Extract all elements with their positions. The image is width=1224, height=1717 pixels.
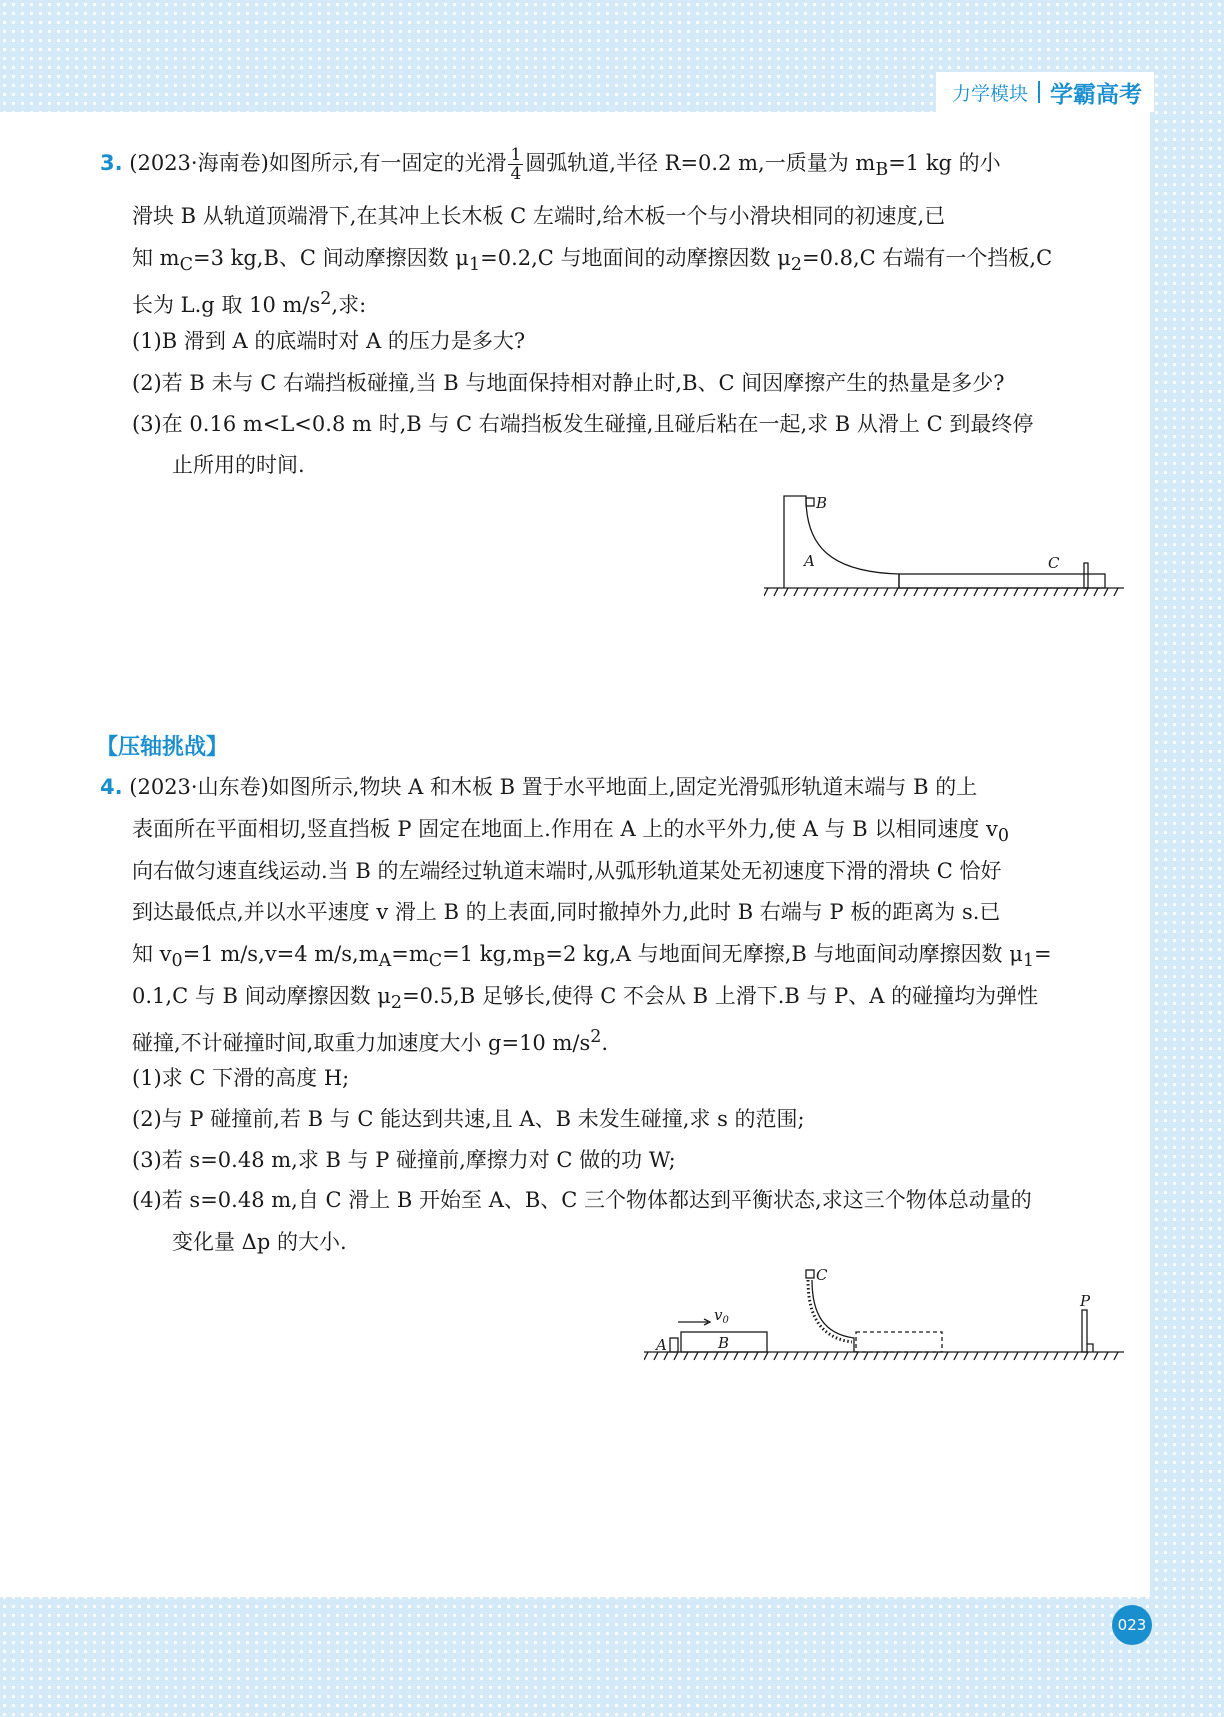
- q4-number: 4.: [100, 775, 123, 799]
- q4-line-6: [132, 982, 1038, 1017]
- q4-text-2a: 表面所在平面相切,竖直挡板 P 固定在地面上.作用在 A 上的水平外力,使 A 与 B 以相同速度 v: [132, 817, 998, 841]
- q3-sub-C: C: [179, 255, 193, 276]
- q4-plate-P-base: [1087, 1344, 1093, 1352]
- q4-label-A: A: [656, 1336, 667, 1354]
- q4-text-6b: =0.5,B 足够长,使得 C 不会从 B 上滑下.B 与 P、A 的碰撞均为弹性: [402, 984, 1039, 1008]
- q4-board-B-dashed: [856, 1332, 942, 1352]
- q4-sub-question-2: (2)与 P 碰撞前,若 B 与 C 能达到共速,且 A、B 未发生碰撞,求 s 的范围;: [132, 1107, 805, 1131]
- q3-frac-num: 1: [510, 145, 522, 165]
- q4-sub-mu2: 2: [390, 993, 403, 1014]
- q4-sub-mu1: 1: [1022, 951, 1034, 972]
- q4-sub-question-4b: 变化量 Δp 的大小.: [172, 1230, 347, 1254]
- q4-line-3: 向右做匀速直线运动.当 B 的左端经过轨道末端时,从弧形轨道某处无初速度下滑的滑块 C 恰好: [132, 859, 1002, 883]
- q4-label-P: P: [1080, 1292, 1091, 1310]
- q4-text-6a: 0.1,C 与 B 间动摩擦因数 μ: [132, 984, 391, 1008]
- q4-text-1: (2023·山东卷)如图所示,物块 A 和木板 B 置于水平地面上,固定光滑弧形轨道末端与 B 的上: [129, 775, 978, 799]
- q4-text-5a: 知 v: [132, 942, 172, 966]
- q4-sup-2: 2: [590, 1027, 602, 1047]
- q4-line-4: 到达最低点,并以水平速度 v 滑上 B 的上表面,同时撤掉外力,此时 B 右端与 P 板的距离为 s.已: [132, 900, 1001, 924]
- q3-sub-question-2: (2)若 B 未与 C 右端挡板碰撞,当 B 与地面保持相对静止时,B、C 间因摩擦产生的热量是多少?: [132, 371, 1005, 395]
- q4-text-7a: 碰撞,不计碰撞时间,取重力加速度大小 g=10 m/s: [132, 1031, 591, 1055]
- q4-text-5c: =m: [391, 942, 429, 966]
- q3-label-A: A: [804, 552, 815, 570]
- q4-text-5b: =1 m/s,v=4 m/s,m: [182, 942, 379, 966]
- header-divider: [1038, 81, 1040, 103]
- q3-figure: [764, 490, 1124, 600]
- q3-label-B: B: [816, 494, 828, 512]
- q3-text-3a: 知 m: [132, 246, 180, 270]
- section-title: 【压轴挑战】: [96, 735, 229, 760]
- q4-label-C: C: [816, 1268, 828, 1284]
- q4-line-1: [100, 773, 977, 801]
- q3-text-1a: (2023·海南卷)如图所示,有一固定的光滑: [129, 151, 507, 175]
- q4-sub-0: 0: [997, 826, 1009, 847]
- q3-block-B: [806, 498, 814, 506]
- q3-number: 3.: [100, 151, 123, 175]
- q3-line-4: [132, 285, 366, 319]
- q4-text-5e: =2 kg,A 与地面间无摩擦,B 与地面间动摩擦因数 μ: [545, 942, 1023, 966]
- q4-figure: [644, 1268, 1124, 1364]
- q4-text-7b: .: [601, 1031, 609, 1055]
- q3-stop-plate: [1084, 563, 1088, 588]
- header-brand: 学霸高考: [1050, 81, 1142, 108]
- q4-arc-track-hatch: [808, 1280, 852, 1342]
- q4-sub-question-1: (1)求 C 下滑的高度 H;: [132, 1066, 350, 1090]
- q3-sub-question-3b: 止所用的时间.: [172, 453, 305, 477]
- q3-sub-B: B: [875, 160, 889, 181]
- header-module: 力学模块: [951, 82, 1028, 105]
- q4-text-5f: =: [1033, 942, 1052, 966]
- q4-label-v0: [714, 1306, 729, 1326]
- q4-label-v-sub: 0: [722, 1315, 729, 1326]
- q4-label-v: v: [714, 1306, 723, 1324]
- q3-label-C: C: [1048, 554, 1060, 572]
- q3-text-4b: ,求:: [331, 293, 367, 317]
- q3-text-4a: 长为 L.g 取 10 m/s: [132, 293, 321, 317]
- q3-text-1b: 圆弧轨道,半径 R=0.2 m,一质量为 m: [525, 151, 876, 175]
- q3-fraction: [508, 146, 523, 183]
- q3-line-3: [132, 244, 1052, 279]
- header-tab: [936, 72, 1154, 112]
- q3-sub-1: 1: [468, 255, 481, 276]
- q3-sub-question-1: (1)B 滑到 A 的底端时对 A 的压力是多大?: [132, 329, 526, 353]
- q4-line-2: [132, 815, 1009, 850]
- q4-plate-P: [1082, 1310, 1087, 1352]
- q4-block-A: [670, 1338, 678, 1352]
- q4-text-5d: =1 kg,m: [442, 942, 533, 966]
- q3-sup-2: 2: [320, 289, 332, 309]
- q4-sub-question-4a: (4)若 s=0.48 m,自 C 滑上 B 开始至 A、B、C 三个物体都达到平衡状态,求这三个物体总动量的: [132, 1188, 1032, 1212]
- q3-line-2: 滑块 B 从轨道顶端滑下,在其冲上长木板 C 左端时,给木板一个与小滑块相同的初速度,已: [132, 204, 946, 228]
- page-number: 023: [1112, 1605, 1152, 1645]
- q3-text-3d: =0.8,C 右端有一个挡板,C: [801, 246, 1053, 270]
- q4-ground-hatching: [644, 1352, 1118, 1360]
- q3-arc-track-A: [784, 496, 899, 588]
- q4-sub-A: A: [378, 951, 392, 972]
- q4-line-5: [132, 940, 1052, 975]
- q3-text-3b: =3 kg,B、C 间动摩擦因数 μ: [192, 246, 469, 270]
- q3-board-C: [899, 574, 1105, 588]
- q4-block-C: [806, 1270, 814, 1278]
- q4-line-7: [132, 1023, 608, 1057]
- q3-sub-2: 2: [790, 255, 802, 276]
- q4-sub-question-3: (3)若 s=0.48 m,求 B 与 P 碰撞前,摩擦力对 C 做的功 W;: [132, 1148, 676, 1172]
- q3-text-1c: =1 kg 的小: [888, 151, 1001, 175]
- q3-text-3c: =0.2,C 与地面间的动摩擦因数 μ: [480, 246, 791, 270]
- q3-sub-question-3a: (3)在 0.16 m<L<0.8 m 时,B 与 C 右端挡板发生碰撞,且碰后粘在一起,求 B 从滑上 C 到最终停: [132, 412, 1034, 436]
- q4-sub-B: B: [532, 951, 546, 972]
- q4-sub-C: C: [428, 951, 443, 972]
- q3-line-1: [100, 146, 1001, 184]
- q4-sub-v0: 0: [171, 951, 183, 972]
- q3-ground-hatching: [764, 588, 1118, 596]
- q4-label-B: B: [718, 1334, 730, 1352]
- q3-frac-den: 4: [510, 164, 522, 184]
